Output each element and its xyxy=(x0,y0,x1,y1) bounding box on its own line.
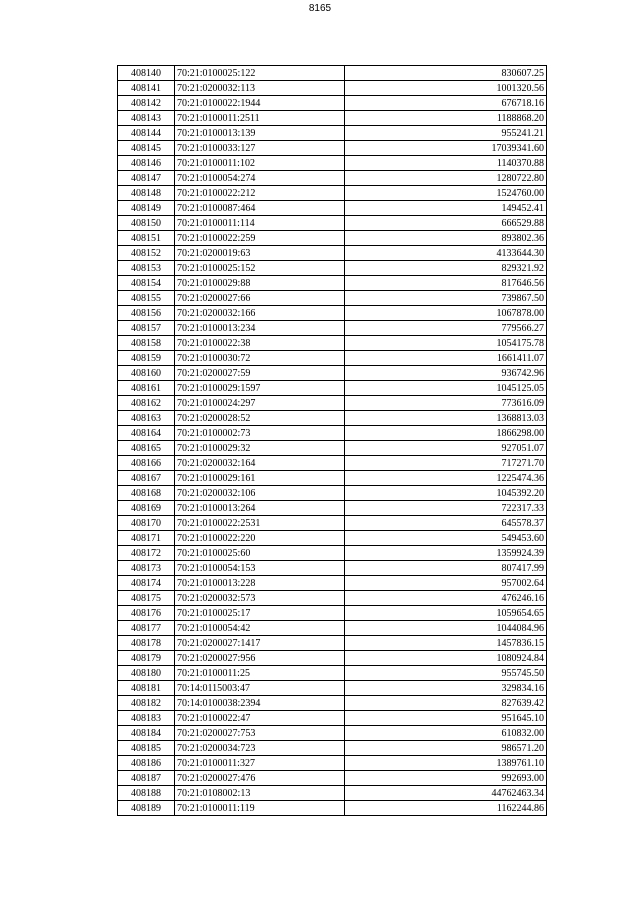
table-row xyxy=(118,621,547,636)
row-id-cell: 408150 xyxy=(118,216,175,231)
row-id-cell: 408148 xyxy=(118,186,175,201)
value-cell: 1280722.80 xyxy=(345,171,547,186)
table-row xyxy=(118,651,547,666)
table-row xyxy=(118,441,547,456)
row-id-cell: 408189 xyxy=(118,801,175,816)
value-cell: 893802.36 xyxy=(345,231,547,246)
table-row xyxy=(118,411,547,426)
cadastral-number-cell: 70:21:0200019:63 xyxy=(175,246,345,261)
row-id-cell: 408166 xyxy=(118,456,175,471)
table-row xyxy=(118,216,547,231)
cadastral-number-cell: 70:21:0100025:60 xyxy=(175,546,345,561)
row-id-cell: 408186 xyxy=(118,756,175,771)
cadastral-number-cell: 70:21:0200027:476 xyxy=(175,771,345,786)
cadastral-number-cell: 70:21:0100030:72 xyxy=(175,351,345,366)
value-cell: 955745.50 xyxy=(345,666,547,681)
table-row xyxy=(118,606,547,621)
row-id-cell: 408184 xyxy=(118,726,175,741)
row-id-cell: 408182 xyxy=(118,696,175,711)
table-row xyxy=(118,306,547,321)
cadastral-number-cell: 70:21:0200032:164 xyxy=(175,456,345,471)
cadastral-number-cell: 70:21:0200032:113 xyxy=(175,81,345,96)
table-row xyxy=(118,786,547,801)
cadastral-number-cell: 70:21:0200034:723 xyxy=(175,741,345,756)
value-cell: 955241.21 xyxy=(345,126,547,141)
row-id-cell: 408155 xyxy=(118,291,175,306)
table-row xyxy=(118,546,547,561)
value-cell: 1162244.86 xyxy=(345,801,547,816)
table-row xyxy=(118,396,547,411)
cadastral-number-cell: 70:21:0100022:220 xyxy=(175,531,345,546)
row-id-cell: 408142 xyxy=(118,96,175,111)
cadastral-number-cell: 70:21:0100029:161 xyxy=(175,471,345,486)
table-row xyxy=(118,231,547,246)
cadastral-number-cell: 70:21:0100022:1944 xyxy=(175,96,345,111)
table-row xyxy=(118,336,547,351)
cadastral-number-cell: 70:21:0100022:2531 xyxy=(175,516,345,531)
row-id-cell: 408176 xyxy=(118,606,175,621)
row-id-cell: 408175 xyxy=(118,591,175,606)
row-id-cell: 408140 xyxy=(118,66,175,81)
cadastral-number-cell: 70:21:0200027:956 xyxy=(175,651,345,666)
row-id-cell: 408160 xyxy=(118,366,175,381)
cadastral-number-cell: 70:21:0100087:464 xyxy=(175,201,345,216)
table-row xyxy=(118,471,547,486)
row-id-cell: 408147 xyxy=(118,171,175,186)
table-row xyxy=(118,96,547,111)
value-cell: 1054175.78 xyxy=(345,336,547,351)
table-row xyxy=(118,66,547,81)
value-cell: 957002.64 xyxy=(345,576,547,591)
value-cell: 739867.50 xyxy=(345,291,547,306)
cadastral-number-cell: 70:21:0100013:264 xyxy=(175,501,345,516)
cadastral-number-cell: 70:21:0100033:127 xyxy=(175,141,345,156)
value-cell: 1225474.36 xyxy=(345,471,547,486)
value-cell: 17039341.60 xyxy=(345,141,547,156)
row-id-cell: 408180 xyxy=(118,666,175,681)
value-cell: 992693.00 xyxy=(345,771,547,786)
value-cell: 1524760.00 xyxy=(345,186,547,201)
cadastral-number-cell: 70:21:0100022:212 xyxy=(175,186,345,201)
cadastral-number-cell: 70:21:0100029:1597 xyxy=(175,381,345,396)
value-cell: 549453.60 xyxy=(345,531,547,546)
table-row xyxy=(118,381,547,396)
cadastral-number-cell: 70:21:0100013:139 xyxy=(175,126,345,141)
row-id-cell: 408168 xyxy=(118,486,175,501)
row-id-cell: 408183 xyxy=(118,711,175,726)
table-body xyxy=(118,66,547,816)
table-row xyxy=(118,486,547,501)
cadastral-number-cell: 70:21:0100022:38 xyxy=(175,336,345,351)
value-cell: 1044084.96 xyxy=(345,621,547,636)
value-cell: 666529.88 xyxy=(345,216,547,231)
table-row xyxy=(118,726,547,741)
value-cell: 830607.25 xyxy=(345,66,547,81)
cadastral-number-cell: 70:21:0100013:234 xyxy=(175,321,345,336)
table-row xyxy=(118,456,547,471)
cadastral-number-cell: 70:21:0100024:297 xyxy=(175,396,345,411)
row-id-cell: 408169 xyxy=(118,501,175,516)
row-id-cell: 408177 xyxy=(118,621,175,636)
row-id-cell: 408149 xyxy=(118,201,175,216)
cadastral-number-cell: 70:21:0100025:122 xyxy=(175,66,345,81)
cadastral-number-cell: 70:21:0100054:153 xyxy=(175,561,345,576)
table-row xyxy=(118,156,547,171)
row-id-cell: 408171 xyxy=(118,531,175,546)
value-cell: 610832.00 xyxy=(345,726,547,741)
cadastral-number-cell: 70:21:0100025:17 xyxy=(175,606,345,621)
value-cell: 722317.33 xyxy=(345,501,547,516)
value-cell: 1457836.15 xyxy=(345,636,547,651)
row-id-cell: 408145 xyxy=(118,141,175,156)
row-id-cell: 408153 xyxy=(118,261,175,276)
cadastral-number-cell: 70:21:0100013:228 xyxy=(175,576,345,591)
row-id-cell: 408157 xyxy=(118,321,175,336)
table-row xyxy=(118,591,547,606)
row-id-cell: 408179 xyxy=(118,651,175,666)
cadastral-number-cell: 70:14:0100038:2394 xyxy=(175,696,345,711)
cadastral-number-cell: 70:21:0100054:42 xyxy=(175,621,345,636)
row-id-cell: 408188 xyxy=(118,786,175,801)
row-id-cell: 408164 xyxy=(118,426,175,441)
cadastral-number-cell: 70:21:0100025:152 xyxy=(175,261,345,276)
table-row xyxy=(118,111,547,126)
table-row xyxy=(118,81,547,96)
value-cell: 951645.10 xyxy=(345,711,547,726)
row-id-cell: 408181 xyxy=(118,681,175,696)
table-row xyxy=(118,426,547,441)
value-cell: 44762463.34 xyxy=(345,786,547,801)
table-row xyxy=(118,681,547,696)
table-row xyxy=(118,246,547,261)
row-id-cell: 408146 xyxy=(118,156,175,171)
row-id-cell: 408151 xyxy=(118,231,175,246)
cadastral-number-cell: 70:21:0200027:66 xyxy=(175,291,345,306)
cadastral-number-cell: 70:21:0100011:327 xyxy=(175,756,345,771)
value-cell: 4133644.30 xyxy=(345,246,547,261)
row-id-cell: 408159 xyxy=(118,351,175,366)
value-cell: 829321.92 xyxy=(345,261,547,276)
value-cell: 676718.16 xyxy=(345,96,547,111)
table-row xyxy=(118,261,547,276)
table-row xyxy=(118,171,547,186)
value-cell: 329834.16 xyxy=(345,681,547,696)
value-cell: 779566.27 xyxy=(345,321,547,336)
cadastral-number-cell: 70:21:0200032:166 xyxy=(175,306,345,321)
table-row xyxy=(118,756,547,771)
cadastral-number-cell: 70:21:0100011:25 xyxy=(175,666,345,681)
row-id-cell: 408162 xyxy=(118,396,175,411)
row-id-cell: 408167 xyxy=(118,471,175,486)
cadastral-number-cell: 70:21:0100029:88 xyxy=(175,276,345,291)
value-cell: 773616.09 xyxy=(345,396,547,411)
row-id-cell: 408174 xyxy=(118,576,175,591)
row-id-cell: 408143 xyxy=(118,111,175,126)
table-row xyxy=(118,321,547,336)
table-row xyxy=(118,576,547,591)
cadastral-number-cell: 70:21:0100011:119 xyxy=(175,801,345,816)
cadastral-number-cell: 70:21:0100011:114 xyxy=(175,216,345,231)
cadastral-number-cell: 70:21:0100029:32 xyxy=(175,441,345,456)
row-id-cell: 408173 xyxy=(118,561,175,576)
value-cell: 717271.70 xyxy=(345,456,547,471)
cadastral-number-cell: 70:21:0100002:73 xyxy=(175,426,345,441)
table-row xyxy=(118,351,547,366)
row-id-cell: 408165 xyxy=(118,441,175,456)
value-cell: 1059654.65 xyxy=(345,606,547,621)
value-cell: 149452.41 xyxy=(345,201,547,216)
value-cell: 476246.16 xyxy=(345,591,547,606)
table-row xyxy=(118,276,547,291)
cadastral-number-cell: 70:21:0100022:259 xyxy=(175,231,345,246)
value-cell: 807417.99 xyxy=(345,561,547,576)
table-row xyxy=(118,696,547,711)
value-cell: 827639.42 xyxy=(345,696,547,711)
table-row xyxy=(118,291,547,306)
value-cell: 1188868.20 xyxy=(345,111,547,126)
table-row xyxy=(118,801,547,816)
registry-table xyxy=(117,65,547,816)
row-id-cell: 408158 xyxy=(118,336,175,351)
value-cell: 1067878.00 xyxy=(345,306,547,321)
table-row xyxy=(118,771,547,786)
value-cell: 817646.56 xyxy=(345,276,547,291)
value-cell: 1045392.20 xyxy=(345,486,547,501)
value-cell: 1661411.07 xyxy=(345,351,547,366)
table-row xyxy=(118,186,547,201)
row-id-cell: 408163 xyxy=(118,411,175,426)
table-row xyxy=(118,126,547,141)
value-cell: 1045125.05 xyxy=(345,381,547,396)
table-row xyxy=(118,741,547,756)
row-id-cell: 408156 xyxy=(118,306,175,321)
value-cell: 645578.37 xyxy=(345,516,547,531)
row-id-cell: 408178 xyxy=(118,636,175,651)
table-row xyxy=(118,636,547,651)
row-id-cell: 408152 xyxy=(118,246,175,261)
page-number: 8165 xyxy=(308,3,332,14)
row-id-cell: 408144 xyxy=(118,126,175,141)
value-cell: 986571.20 xyxy=(345,741,547,756)
table-row xyxy=(118,561,547,576)
value-cell: 1001320.56 xyxy=(345,81,547,96)
cadastral-number-cell: 70:21:0200027:59 xyxy=(175,366,345,381)
table-row xyxy=(118,531,547,546)
cadastral-number-cell: 70:14:0115003:47 xyxy=(175,681,345,696)
cadastral-number-cell: 70:21:0100011:2511 xyxy=(175,111,345,126)
table-row xyxy=(118,366,547,381)
cadastral-number-cell: 70:21:0200027:1417 xyxy=(175,636,345,651)
row-id-cell: 408141 xyxy=(118,81,175,96)
cadastral-number-cell: 70:21:0200028:52 xyxy=(175,411,345,426)
row-id-cell: 408187 xyxy=(118,771,175,786)
value-cell: 1866298.00 xyxy=(345,426,547,441)
cadastral-number-cell: 70:21:0200027:753 xyxy=(175,726,345,741)
value-cell: 1368813.03 xyxy=(345,411,547,426)
table-row xyxy=(118,711,547,726)
row-id-cell: 408154 xyxy=(118,276,175,291)
value-cell: 1140370.88 xyxy=(345,156,547,171)
row-id-cell: 408172 xyxy=(118,546,175,561)
table-row xyxy=(118,666,547,681)
value-cell: 1080924.84 xyxy=(345,651,547,666)
value-cell: 1359924.39 xyxy=(345,546,547,561)
value-cell: 936742.96 xyxy=(345,366,547,381)
table-row xyxy=(118,516,547,531)
row-id-cell: 408185 xyxy=(118,741,175,756)
table-row xyxy=(118,201,547,216)
cadastral-number-cell: 70:21:0100022:47 xyxy=(175,711,345,726)
row-id-cell: 408170 xyxy=(118,516,175,531)
cadastral-number-cell: 70:21:0100054:274 xyxy=(175,171,345,186)
value-cell: 1389761.10 xyxy=(345,756,547,771)
cadastral-number-cell: 70:21:0200032:106 xyxy=(175,486,345,501)
cadastral-number-cell: 70:21:0100011:102 xyxy=(175,156,345,171)
row-id-cell: 408161 xyxy=(118,381,175,396)
value-cell: 927051.07 xyxy=(345,441,547,456)
table-row xyxy=(118,141,547,156)
table-row xyxy=(118,501,547,516)
cadastral-number-cell: 70:21:0200032:573 xyxy=(175,591,345,606)
cadastral-number-cell: 70:21:0108002:13 xyxy=(175,786,345,801)
